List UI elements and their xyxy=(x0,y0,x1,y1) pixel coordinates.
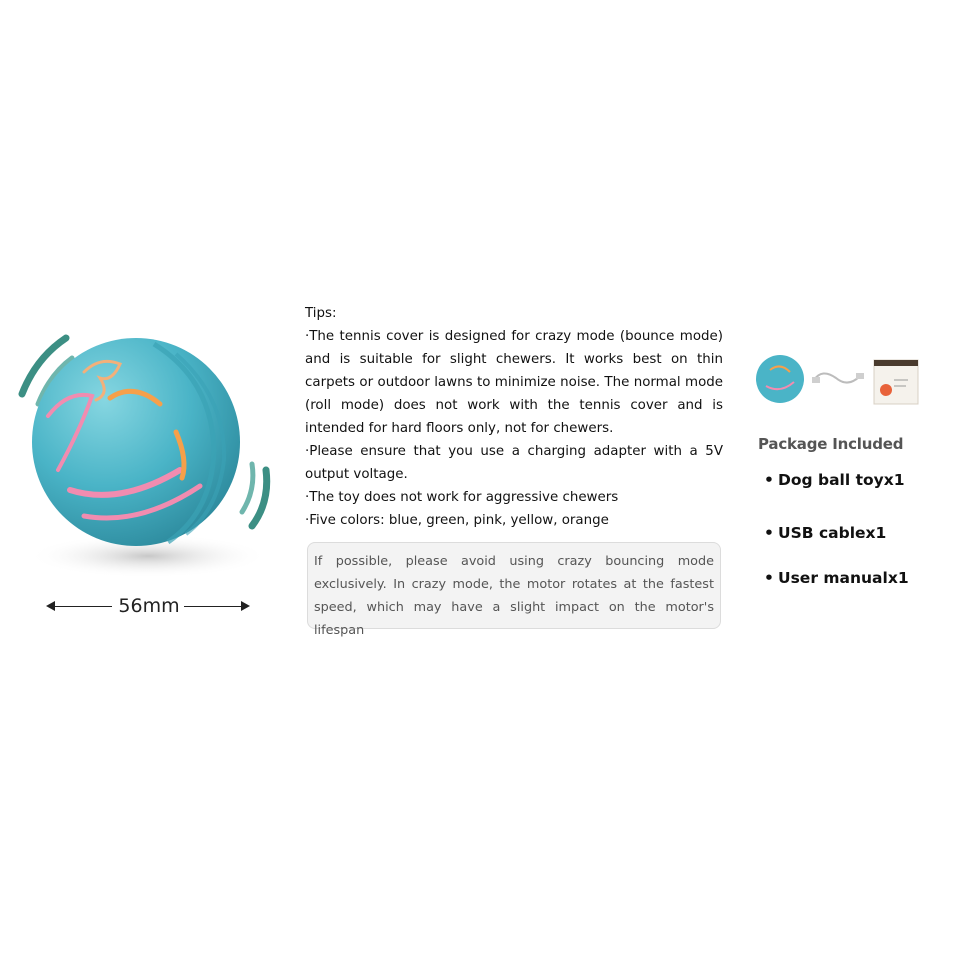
usb-cable-icon xyxy=(812,373,864,383)
package-item xyxy=(764,524,886,542)
arrow-right-icon xyxy=(241,601,250,611)
package-item xyxy=(764,569,909,587)
package-item xyxy=(764,471,905,489)
package-item-label: USB cablex1 xyxy=(778,524,887,542)
warning-note-box xyxy=(307,542,721,638)
user-manual-icon xyxy=(874,360,918,404)
tip-item: ·The toy does not work for aggressive chewers xyxy=(305,490,619,505)
bullet-icon: • xyxy=(764,569,774,587)
dimension-line xyxy=(50,606,112,607)
package-item-label: User manualx1 xyxy=(778,569,909,587)
tip-item: ·The tennis cover is designed for crazy mode (bounce mode) and is suitable for slight chewers. It works best on thin carpets or outdoor lawns to minimize noise. The normal mode (roll mode) does not work with the tennis cover and is intended for hard floors only, not for chewers. xyxy=(305,329,723,436)
tips-section xyxy=(305,302,723,532)
tips-heading: Tips: xyxy=(305,306,337,321)
package-heading: Package Included xyxy=(758,435,904,453)
ball-thumbnail-icon xyxy=(756,355,804,403)
dimension-label: 56mm xyxy=(118,595,180,617)
tip-item: ·Five colors: blue, green, pink, yellow, orange xyxy=(305,513,609,528)
bullet-icon: • xyxy=(764,471,774,489)
bullet-icon: • xyxy=(764,524,774,542)
dimension-line xyxy=(184,606,242,607)
package-item-label: Dog ball toyx1 xyxy=(778,471,905,489)
tip-item: ·Please ensure that you use a charging adapter with a 5V output voltage. xyxy=(305,444,723,482)
ball-illustration xyxy=(0,320,290,620)
ball-image xyxy=(0,320,290,620)
dimension-indicator xyxy=(46,592,250,620)
package-thumbnails xyxy=(752,350,922,410)
warning-note-text: If possible, please avoid using crazy bouncing mode exclusively. In crazy mode, the motor rotates at the fastest speed, which may have a slight impact on the motor's lifespan xyxy=(314,554,714,638)
